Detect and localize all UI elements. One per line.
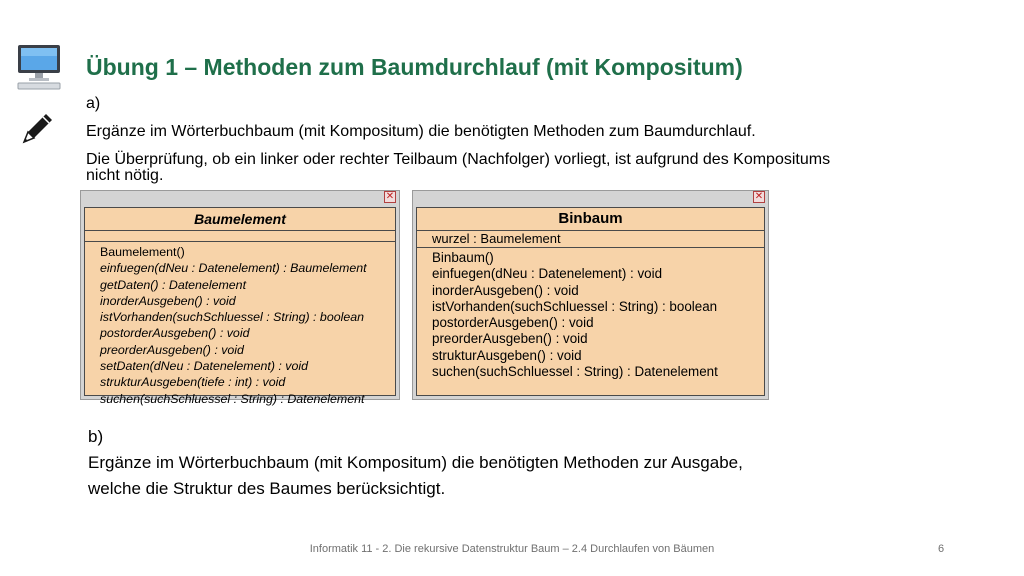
- uml-operation: inorderAusgeben() : void: [100, 293, 236, 308]
- uml-operation: istVorhanden(suchSchluessel : String) : boolean: [432, 298, 718, 314]
- uml-baumelement-window: [80, 190, 400, 406]
- uml-binbaum-class: [416, 207, 765, 396]
- uml-operation: istVorhanden(suchSchluessel : String) : boolean: [100, 310, 365, 325]
- uml-baumelement-class: [84, 207, 396, 406]
- uml-binbaum-window: [412, 190, 769, 400]
- uml-operation: Baumelement(): [100, 245, 185, 259]
- uml-operation: einfuegen(dNeu : Datenelement) : void: [432, 266, 663, 282]
- close-icon[interactable]: ✕: [754, 191, 764, 202]
- part-b-line-2: welche die Struktur des Baumes berücksichtigt.: [88, 479, 446, 498]
- close-icon[interactable]: ✕: [385, 191, 395, 202]
- uml-baumelement-name: Baumelement: [85, 208, 395, 231]
- part-b-label: b): [88, 427, 104, 446]
- uml-binbaum-attribute: wurzel : Baumelement: [417, 231, 764, 248]
- uml-baumelement-attributes: [85, 231, 395, 242]
- uml-binbaum-name: Binbaum: [417, 208, 764, 231]
- uml-binbaum-titlebar: [413, 191, 768, 205]
- uml-operation: suchen(suchSchluessel : String) : Datenelement: [100, 391, 365, 406]
- uml-baumelement-titlebar: [81, 191, 399, 205]
- part-a-line-3: nicht nötig.: [86, 167, 164, 184]
- part-b-line-1: Ergänze im Wörterbuchbaum (mit Kompositum) die benötigten Methoden zur Ausgabe,: [88, 453, 743, 472]
- part-a-line-1: Ergänze im Wörterbuchbaum (mit Kompositum) die benötigten Methoden zum Baumdurchlauf.: [86, 123, 756, 140]
- uml-operation: preorderAusgeben() : void: [100, 342, 244, 357]
- uml-baumelement-operations: [85, 242, 395, 407]
- slide-title: Übung 1 – Methoden zum Baumdurchlauf (mit Kompositum): [86, 54, 743, 80]
- uml-operation: Binbaum(): [432, 250, 494, 265]
- slide-footer: Informatik 11 - 2. Die rekursive Datenstruktur Baum – 2.4 Durchlaufen von Bäumen: [309, 543, 715, 555]
- uml-operation: postorderAusgeben() : void: [432, 315, 594, 331]
- uml-operation: einfuegen(dNeu : Datenelement) : Baumelement: [100, 261, 367, 276]
- uml-operation: suchen(suchSchluessel : String) : Datenelement: [432, 364, 718, 380]
- uml-operation: strukturAusgeben() : void: [432, 347, 582, 363]
- uml-operation: postorderAusgeben() : void: [100, 326, 250, 341]
- uml-operation: strukturAusgeben(tiefe : int) : void: [100, 375, 286, 390]
- computer-icon: [14, 44, 64, 90]
- part-a-label: a): [86, 95, 101, 112]
- uml-binbaum-operations: [417, 248, 764, 380]
- page-number: 6: [938, 543, 945, 555]
- pencil-icon: [18, 110, 56, 148]
- uml-operation: getDaten() : Datenelement: [100, 277, 247, 292]
- uml-operation: inorderAusgeben() : void: [432, 282, 579, 298]
- uml-operation: preorderAusgeben() : void: [432, 331, 588, 347]
- uml-operation: setDaten(dNeu : Datenelement) : void: [100, 359, 308, 374]
- part-a-line-2: Die Überprüfung, ob ein linker oder rechter Teilbaum (Nachfolger) vorliegt, ist aufgrund des Kompositums: [86, 151, 831, 168]
